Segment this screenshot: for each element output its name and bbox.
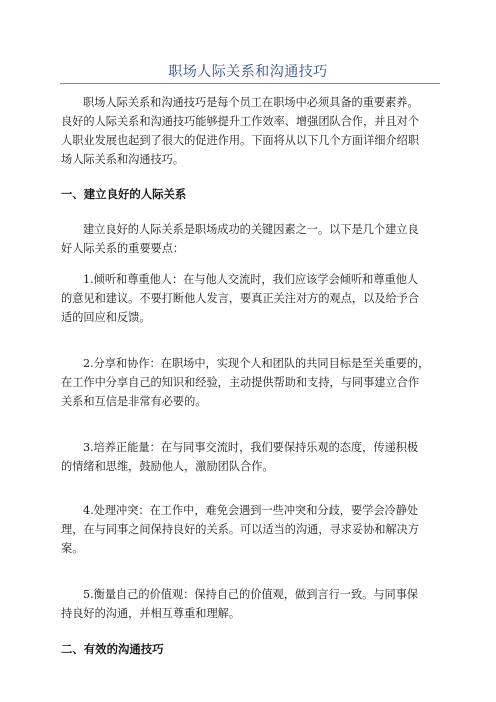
- section1-lead: [61, 220, 444, 258]
- list-item-4: [61, 501, 444, 558]
- list-item-1: [61, 270, 444, 327]
- intro-paragraph: [61, 93, 444, 169]
- section-heading-2: 二、有效的沟通技巧: [61, 642, 164, 656]
- list-item-5: [61, 585, 444, 623]
- item-line: 的情绪和思维，鼓励他人，激励团队合作。: [61, 460, 274, 473]
- document-title: 职场人际关系和沟通技巧: [168, 64, 328, 80]
- intro-line: 良好的人际关系和沟通技巧能够提升工作效率、增强团队合作，并且对个: [61, 115, 420, 128]
- item-line: 案。: [61, 542, 84, 555]
- list-item-3: [61, 438, 444, 476]
- item-line: 持良好的沟通，并相互尊重和理解。: [61, 607, 241, 620]
- item-line: 的意见和建议。不要打断他人发言，要真正关注对方的观点，以及给予合: [61, 292, 420, 305]
- item-line: 在工作中分享自己的知识和经验，主动提供帮助和支持，与同事建立合作: [61, 376, 420, 389]
- section-heading-1: 一、建立良好的人际关系: [61, 187, 187, 201]
- item-line: 5.衡量自己的价值观：保持自己的价值观，做到言行一致。与同事保: [83, 588, 419, 601]
- item-line: 4.处理冲突：在工作中，难免会遇到一些冲突和分歧，要学会冷静处: [83, 504, 419, 517]
- item-line: 1.倾听和尊重他人：在与他人交流时，我们应该学会倾听和尊重他人: [83, 273, 419, 286]
- list-item-2: [61, 354, 444, 411]
- lead-line: 好人际关系的重要要点：: [61, 242, 185, 255]
- item-line: 3.培养正能量：在与同事交流时，我们要保持乐观的态度，传递积极: [83, 441, 419, 454]
- intro-line: 场人际关系和沟通技巧。: [61, 153, 185, 166]
- intro-line: 人职业发展也起到了很大的促进作用。下面将从以下几个方面详细介绍职: [61, 134, 420, 147]
- item-line: 理，在与同事之间保持良好的关系。可以适当的沟通，寻求妥协和解决方: [61, 523, 420, 536]
- title-underline: [60, 83, 440, 84]
- intro-line: 职场人际关系和沟通技巧是每个员工在职场中必须具备的重要素养。: [83, 96, 419, 109]
- lead-line: 建立良好的人际关系是职场成功的关键因素之一。以下是几个建立良: [83, 223, 419, 236]
- item-line: 关系和互信是非常有必要的。: [61, 395, 207, 408]
- item-line: 适的回应和反馈。: [61, 311, 151, 324]
- item-line: 2.分享和协作：在职场中，实现个人和团队的共同目标是至关重要的，: [83, 357, 430, 370]
